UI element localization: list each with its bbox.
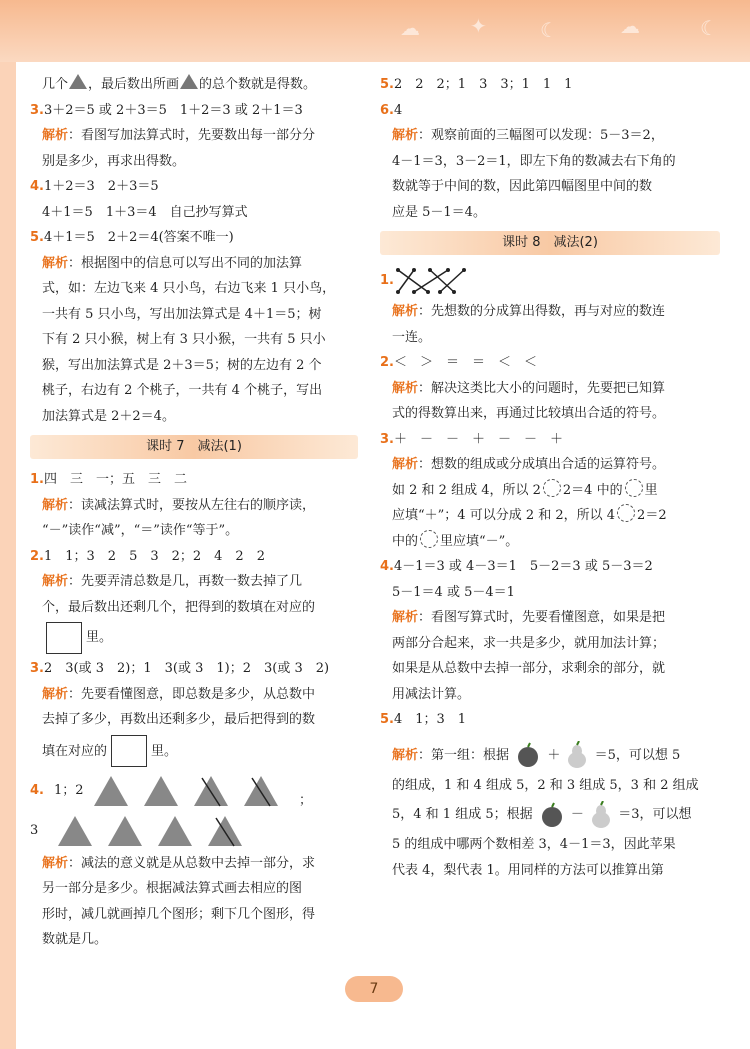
triangle-icon <box>144 776 178 806</box>
triangle-icon <box>69 74 87 89</box>
flower-blank-icon <box>543 479 561 497</box>
triangle-row-1 <box>94 774 314 808</box>
flower-blank-icon <box>625 479 643 497</box>
lesson-7-header: 课时 7 减法(1) <box>30 435 358 459</box>
cloud-icon: ☁ <box>620 14 640 38</box>
answer-box <box>46 622 82 654</box>
left-column: 几个 ，最后数出所画 的总个数就是得数。 3.3＋2＝5 或 2＋3＝5 1＋2＝3 或 2＋1＝3 解析：看图写加法算式时，先要数出每一部分分 别是多少，再求出得数。 4.1＋2＝3 2＋3＝5 4＋1＝5 1＋3＝4 自己抄写算式 5.4＋1＝5 2＋2＝4(答案不唯一) 解析：根据图中的信息可以写出不同的加法算 式，如：左边飞来 4 只小鸟，右边飞来 1 只小鸟， 一共有 5 只小鸟，写出加法算式是 4＋1＝5；树 下有 2 只小猴，树上有 3 只小猴，一共有 5 只小 猴，写出加法算式是 2＋3＝5；树的左边有 2 个 桃子，右边有 2 个桃子，一共有 4 个桃子，写出 加法算式是 2＋2＝4。 课时 7 减法(1) 1.四 三 一；五 三 二 解析：读减法算式时，要按从左往右的顺序读， “－”读作“减”，“＝”读作“等于”。 2.1 1；3 2 5 3 2；2 4 2 2 解析：先要弄清总数是几，再数一数去掉了几 个，最后数出还剩几个，把得到的数填在对应的 里。 3.2 3(或 3 2)；1 3(或 3 1)；2 3(或 3 2) 解析：先要看懂图意，即总数是多少，从总数中 去掉了多少，再数出还剩多少，最后把得到的数 填在对应的 里。 4. 1；2 ； 3 解析：减法的意义就是从总数中去掉一部分，求 另一部分是多少。根据减法算式画去相应的图 形时，减几就画掉几个图形；剩下几个图形，得 数就是几。 <box>30 72 358 953</box>
cloud-icon: ☁ <box>400 16 420 40</box>
answer-box <box>111 735 147 767</box>
triangle-icon <box>58 816 92 846</box>
apple-icon <box>515 742 541 768</box>
pear-icon <box>566 741 588 769</box>
triangle-icon <box>94 776 128 806</box>
left-margin-stripe <box>0 62 16 1049</box>
star-icon: ✦ <box>470 14 487 38</box>
flower-blank-icon <box>420 530 438 548</box>
lesson-8-header: 课时 8 减法(2) <box>380 231 720 255</box>
triangle-icon <box>108 816 142 846</box>
svg-text:；: ； <box>298 792 312 808</box>
header-band <box>0 0 750 62</box>
moon-icon: ☾ <box>540 18 558 42</box>
triangle-row-2 <box>58 814 278 848</box>
moon-icon: ☾ <box>700 16 718 40</box>
pear-icon <box>590 801 612 829</box>
triangle-icon <box>158 816 192 846</box>
right-column: 5.2 2 2；1 3 3；1 1 1 6.4 解析：观察前面的三幅图可以发现：5－3＝2， 4－1＝3，3－2＝1，即左下角的数减去右下角的 数就等于中间的数，因此第四幅图里中间的数 应是 5－1＝4。 课时 8 减法(2) 1. 解析：先想数的分成算出得数，再与对应的数连 一连。 2.＜ ＞ ＝ ＝ ＜ ＜ 解析：解决这类比大小的问题时，先要把已知算 式的得数算出来，再通过比较填出合适的符号。 3.＋ － － ＋ － － ＋ 解析：想数的组成或分成填出合适的运算符号。 如 2 和 2 组成 4，所以 2 2＝4 中的 里 应填“＋”；4 可以分成 2 和 2，所以 4 2＝2 中的 里应填“－”。 4.4－1＝3 或 4－3＝1 5－2＝3 或 5－3＝2 5－1＝4 或 5－4＝1 解析：看图写算式时，先要看懂图意，如果是把 两部分合起来，求一共是多少，就用加法计算； 如果是从总数中去掉一部分，求剩余的部分，就 用减法计算。 5.4 1；3 1 解析：第一组：根据 ＋ ＝5，可以想 5 的组成，1 和 4 组成 5，2 和 3 组成 5，3 和 2 组成 5，4 和 1 组成 5；根据 － ＝3，可以想 5 的组成中哪两个数相差 3，4－1＝3，因此苹果 代表 4，梨代表 1。用同样的方法可以推算出第 <box>380 72 720 883</box>
triangle-icon <box>180 74 198 89</box>
flower-blank-icon <box>617 504 635 522</box>
apple-icon <box>539 802 565 828</box>
matching-lines-diagram <box>394 266 474 296</box>
page-number: 7 <box>345 976 403 1002</box>
